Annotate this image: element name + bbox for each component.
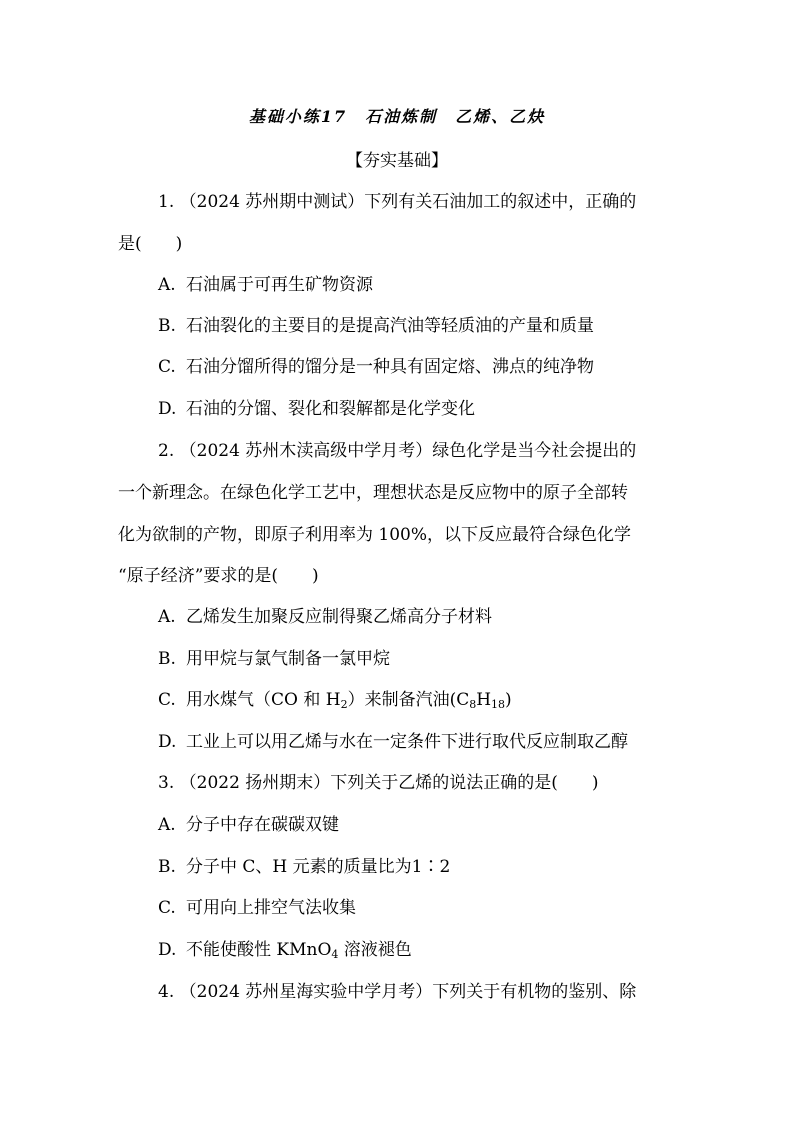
q3-option-a [158,813,339,837]
subscript: 4 [331,948,339,961]
q2-stem-line2: 一个新理念。在绿色化学工艺中，理想状态是反应物中的原子全部转 [118,483,628,503]
subscript: 8 [469,698,477,711]
subscript: 18 [491,698,506,711]
q2-option-a [158,605,492,629]
option-text-part: 不能使酸性 KMnO [186,940,332,960]
q3-option-c [158,896,356,920]
option-text-part: 用水煤气（CO 和 H [186,690,341,710]
option-text: 可用向上排空气法收集 [186,898,356,918]
document-title: 基础小练17 石油炼制 乙烯、乙炔 [248,107,546,126]
option-text: 分子中存在碳碳双键 [186,815,339,835]
q2-stem-line3: 化为欲制的产物，即原子利用率为 100%，以下反应最符合绿色化学 [118,525,632,545]
q1-option-b [158,314,594,338]
option-text: 石油分馏所得的馏分是一种具有固定熔、沸点的纯净物 [186,357,594,377]
option-label: A. [158,815,176,835]
q3-option-b [158,855,450,879]
option-label: B. [158,316,176,336]
option-text-part: 溶液褪色 [338,940,412,960]
option-label: A. [158,275,176,295]
q2-option-c [158,688,512,712]
option-label: C. [158,357,176,377]
option-text: 用甲烷与氯气制备一氯甲烷 [186,649,390,669]
q1-option-c [158,355,594,379]
option-label: D. [158,940,177,960]
section-heading: 【夯实基础】 [346,151,448,171]
option-text-part: ) [505,690,512,710]
option-text: 分子中 C、H 元素的质量比为1∶2 [186,857,451,877]
option-text-part: H [476,690,492,710]
subscript: 2 [340,698,348,711]
option-label: C. [158,690,176,710]
q2-option-d [158,730,628,754]
q2-stem-line4: “原子经济”要求的是( ) [118,566,319,586]
q1-option-a [158,273,373,297]
q1-stem-line1: 1. （2024 苏州期中测试）下列有关石油加工的叙述中，正确的 [158,192,637,212]
option-label: B. [158,857,176,877]
option-text: 工业上可以用乙烯与水在一定条件下进行取代反应制取乙醇 [186,732,628,752]
option-text: 石油属于可再生矿物资源 [186,275,373,295]
option-label: D. [158,732,177,752]
q2-stem-line1: 2. （2024 苏州木渎高级中学月考）绿色化学是当今社会提出的 [158,441,637,461]
q3-stem-line1: 3. （2022 扬州期末）下列关于乙烯的说法正确的是( ) [158,773,599,793]
q4-stem-line1: 4. （2024 苏州星海实验中学月考）下列关于有机物的鉴别、除 [158,982,637,1002]
option-text-part: ）来制备汽油(C [347,690,470,710]
q1-stem-line2: 是( ) [118,234,183,254]
option-label: C. [158,898,176,918]
option-label: D. [158,399,177,419]
option-text: 石油裂化的主要目的是提高汽油等轻质油的产量和质量 [186,316,594,336]
q3-option-d [158,938,412,962]
option-label: A. [158,607,176,627]
q1-option-d [158,397,475,421]
option-text: 石油的分馏、裂化和裂解都是化学变化 [186,399,475,419]
option-text: 乙烯发生加聚反应制得聚乙烯高分子材料 [186,607,492,627]
q2-option-b [158,647,390,671]
option-label: B. [158,649,176,669]
